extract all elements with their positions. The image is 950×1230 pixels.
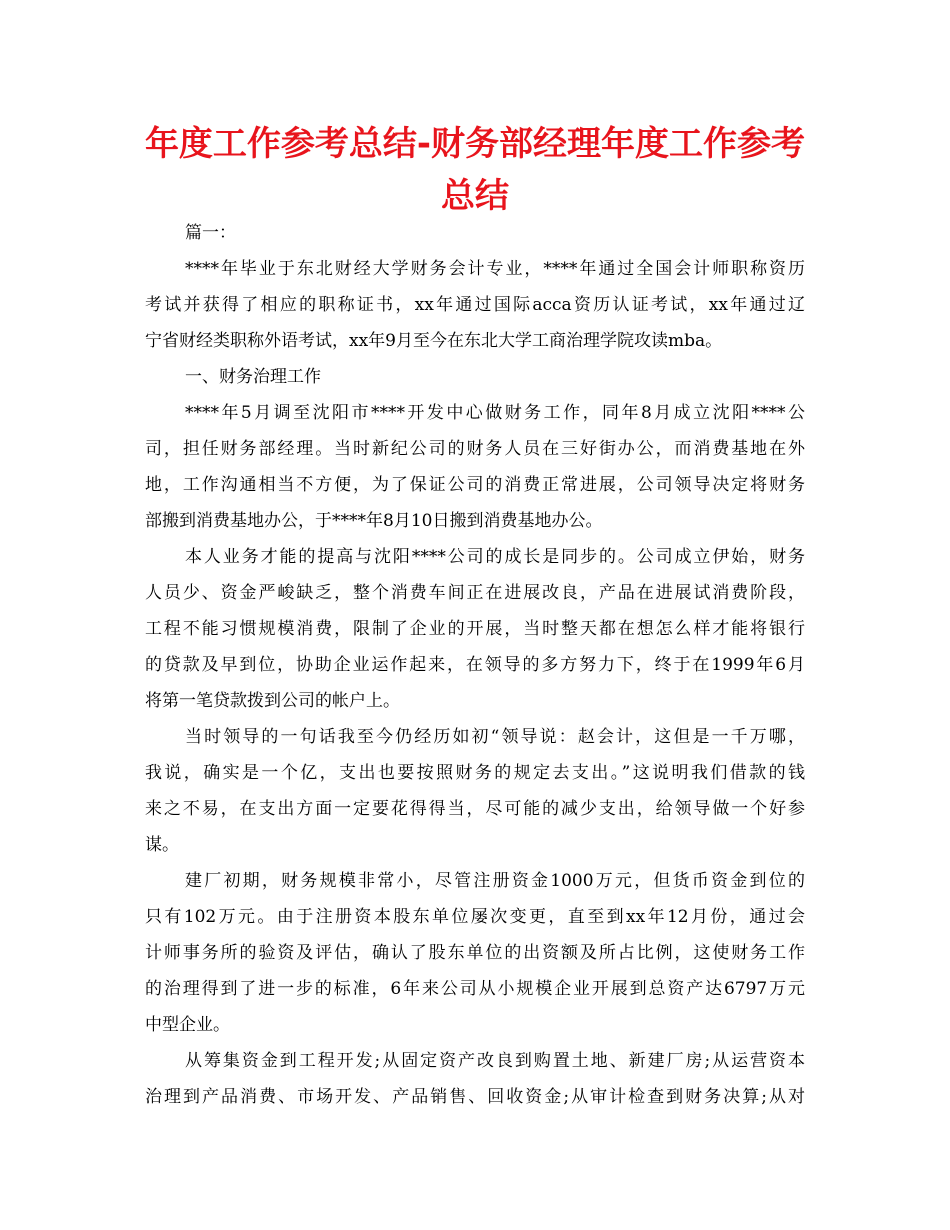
- text-line: 中型企业。: [145, 1015, 230, 1035]
- text-line: ****年5月调至沈阳市****开发中心做财务工作，同年8月成立沈阳****公: [185, 403, 805, 423]
- text-line: 人员少、资金严峻缺乏，整个消费车间正在进展改良，产品在进展试消费阶段，: [145, 583, 805, 603]
- document-title: 年度工作参考总结-财务部经理年度工作参考总结: [144, 124, 806, 216]
- text-line: 将第一笔贷款拨到公司的帐户上。: [145, 691, 400, 711]
- text-line: 宁省财经类职称外语考试，xx年9月至今在东北大学工商治理学院攻读mba。: [145, 331, 723, 351]
- text-line: 来之不易，在支出方面一定要花得得当，尽可能的减少支出，给领导做一个好参: [145, 799, 805, 819]
- text-line: 建厂初期，财务规模非常小，尽管注册资金1000万元，但货币资金到位的: [185, 871, 805, 891]
- text-line: 篇一：: [185, 223, 236, 243]
- text-line: 地，工作沟通相当不方便，为了保证公司的消费正常进展，公司领导决定将财务: [145, 475, 805, 495]
- text-line: 的治理得到了进一步的标准，6年来公司从小规模企业开展到总资产达6797万元: [145, 979, 805, 999]
- text-line: 考试并获得了相应的职称证书，xx年通过国际acca资历认证考试，xx年通过辽: [145, 295, 805, 315]
- text-line: 只有102万元。由于注册资本股东单位屡次变更，直至到xx年12月份，通过会: [145, 907, 805, 927]
- text-line: 计师事务所的验资及评估，确认了股东单位的出资额及所占比例，这使财务工作: [145, 943, 805, 963]
- text-line: 的贷款及早到位，协助企业运作起来，在领导的多方努力下，终于在1999年6月: [145, 655, 805, 675]
- text-line: 我说，确实是一个亿，支出也要按照财务的规定去支出。”这说明我们借款的钱: [145, 763, 805, 783]
- text-line: 谋。: [145, 835, 179, 855]
- text-line: 治理到产品消费、市场开发、产品销售、回收资金;从审计检查到财务决算;从对: [145, 1087, 805, 1107]
- document-body: [145, 215, 805, 1115]
- text-line: 部搬到消费基地办公，于****年8月10日搬到消费基地办公。: [145, 511, 603, 531]
- text-line: 工程不能习惯规模消费，限制了企业的开展，当时整天都在想怎么样才能将银行: [145, 619, 805, 639]
- text-line: ****年毕业于东北财经大学财务会计专业，****年通过全国会计师职称资历: [185, 259, 805, 279]
- text-line: 本人业务才能的提高与沈阳****公司的成长是同步的。公司成立伊始，财务: [185, 547, 805, 567]
- text-line: 一、财务治理工作: [185, 367, 321, 387]
- text-line: 当时领导的一句话我至今仍经历如初“领导说：赵会计，这但是一千万哪，: [185, 727, 805, 747]
- text-line: 司，担任财务部经理。当时新纪公司的财务人员在三好街办公，而消费基地在外: [145, 439, 805, 459]
- text-line: 从筹集资金到工程开发;从固定资产改良到购置土地、新建厂房;从运营资本: [185, 1051, 805, 1071]
